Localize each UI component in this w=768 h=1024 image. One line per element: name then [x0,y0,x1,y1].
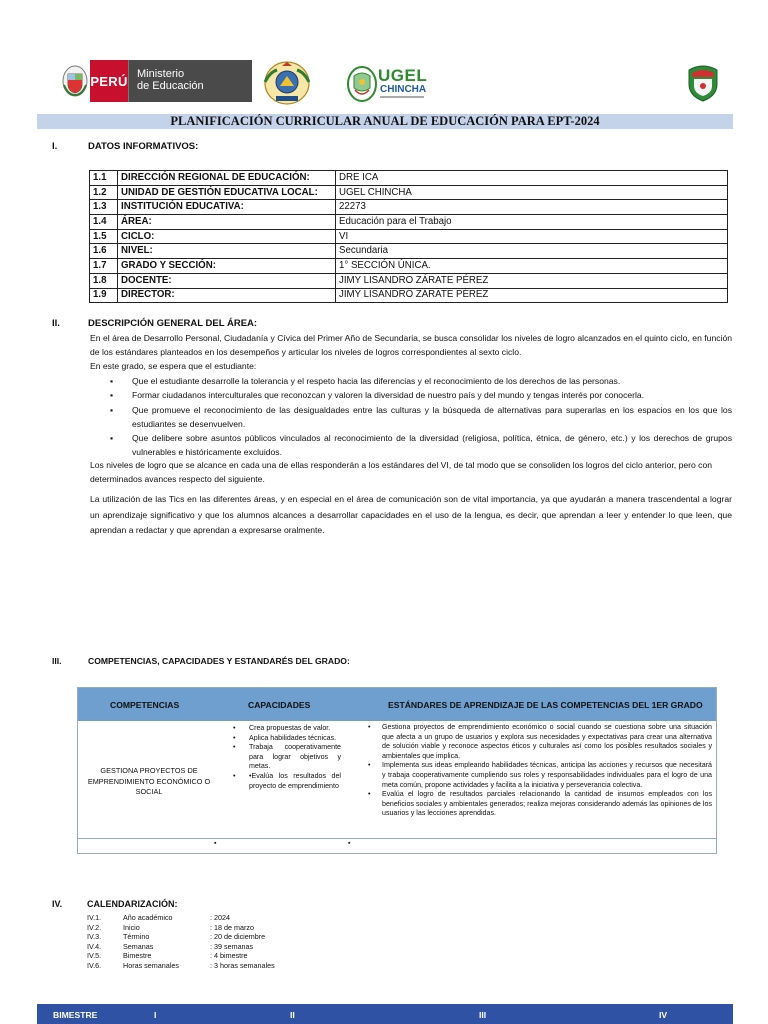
row-value: 1° SECCIÓN ÚNICA. [336,259,728,274]
list-item [368,790,712,819]
ugel-chincha-logo [346,64,428,104]
row-number: 1.4 [90,215,118,230]
table-divider [78,838,716,839]
table-row [90,229,728,244]
bullet-icon: ▪ [214,840,217,847]
section-3-number: III. [52,656,62,666]
list-item [233,734,341,744]
list-item [233,772,341,791]
bimestre-col-4: IV [659,1010,668,1020]
bullet-text: Formar ciudadanos interculturales que reconozcan y valoren la diversidad de nuestro país y del mundo y tengas interés por conocerla. [132,390,645,401]
calendarizacion-list [87,913,275,971]
descripcion-paragraph-2: En este grado, se espera que el estudiante: [90,361,257,371]
estandar-text: Implementa sus ideas empleando habilidades técnicas, anticipa las acciones y recursos que necesitará y trabaja cooperativamente cumpliendo sus roles y responsabilidades individuales para el logro de una meta común, propone actividades y facilita a la iniciativa y perseverancia colectiva. [382,761,712,789]
cal-label: Bimestre [123,951,152,961]
row-number: 1.5 [90,229,118,244]
bullet-text: Que delibere sobre asuntos públicos vinculados al reconocimiento de la diversidad (religiosa, política, étnica, de género, etc.) y los derechos de grupos vulnerables e históricamente excluidos. [132,433,732,458]
cal-value: : 3 horas semanales [210,960,275,970]
descripcion-paragraph-1: En el área de Desarrollo Personal, Ciudadanía y Cívica del Primer Año de Secundaria, se busca consolidar los niveles de logro alcanzados en el quinto ciclo, en función de los estándares planteados en los desempeños y articular los niveles de logros correspondientes al sexto ciclo. [90,333,732,357]
bimestre-col-2: II [290,1010,295,1020]
row-label: UNIDAD DE GESTIÓN EDUCATIVA LOCAL: [118,185,336,200]
capacidades-list [233,724,341,791]
list-item [110,431,732,460]
row-label: ÁREA: [118,215,336,230]
section-2-number: II. [52,318,60,329]
row-label: GRADO Y SECCIÓN: [118,259,336,274]
bimestre-label: BIMESTRE [53,1010,98,1020]
ministerio-line2: de Educación [137,80,204,92]
bullet-text: Que el estudiante desarrolle la tolerancia y el respeto hacia las diferencias y el reconocimiento de los derechos de las personas. [132,376,621,386]
document-title: PLANIFICACIÓN CURRICULAR ANUAL DE EDUCACIÓN PARA EPT-2024 [170,114,600,128]
section-1-number: I. [52,141,58,152]
descripcion-bullet-list [110,374,732,460]
cal-value: : 4 bimestre [210,951,248,961]
bullet-icon: ▪ [110,390,114,401]
list-item [87,942,275,952]
table-row [90,215,728,230]
bullet-icon: ▪ [110,376,114,386]
table-row [90,171,728,186]
ministerio-line1: Ministerio [137,68,185,80]
section-2-title: DESCRIPCIÓN GENERAL DEL ÁREA: [88,318,258,329]
cal-label: Horas semanales [123,960,179,970]
list-item [110,403,732,432]
cal-number: IV.3. [87,932,102,942]
peru-label: PERÚ [90,60,128,102]
bimestre-header-bar [37,1004,733,1024]
table-row [90,288,728,303]
competencias-table [77,687,717,854]
bullet-icon: • [233,733,236,742]
cal-value: : 39 semanas [210,941,254,951]
row-number: 1.2 [90,185,118,200]
row-value: UGEL CHINCHA [336,185,728,200]
list-item [87,961,275,971]
header-capacidades: CAPACIDADES [248,700,311,710]
competencia-name: GESTIONA PROYECTOS DE EMPRENDIMIENTO ECONÓMICO O SOCIAL [87,766,211,796]
capacidad-text: Aplica habilidades técnicas. [249,733,337,742]
estandares-list [368,723,712,819]
regional-emblem-icon [262,60,312,111]
capacidad-text: Crea propuestas de valor. [249,724,331,732]
bullet-icon: ▪ [110,404,114,415]
list-item [110,374,732,388]
row-number: 1.9 [90,288,118,303]
table-row [90,244,728,259]
ministerio-label [128,60,252,102]
row-value: DRE ICA [336,171,728,186]
cal-number: IV.6. [87,960,102,970]
peru-coat-of-arms-icon [60,60,90,102]
school-shield-icon [686,64,720,107]
competencias-table-header [78,688,716,721]
list-item [87,913,275,923]
section-4-number: IV. [52,899,63,909]
list-item [87,932,275,942]
capacidad-text: Trabaja cooperativamente para lograr objetivos y metas. [249,743,341,771]
cal-label: Término [123,932,150,942]
cal-value: : 2024 [210,913,230,922]
bullet-icon: • [233,724,236,732]
cal-number: IV.2. [87,922,102,932]
bullet-icon: • [233,743,236,752]
row-number: 1.8 [90,273,118,288]
list-item [110,388,732,402]
estandar-text: Evalúa el logro de resultados parciales relacionando la cantidad de insumos empleados con los beneficios sociales y ambientales generados; realiza mejoras considerando además las opiniones de los usuarios y las lecciones aprendidas. [382,790,712,818]
table-row [90,185,728,200]
row-label: CICLO: [118,229,336,244]
ugel-sub: CHINCHA [380,84,427,95]
cal-number: IV.1. [87,913,102,922]
bullet-icon: • [233,771,236,780]
bullet-icon: • [368,761,371,770]
row-number: 1.7 [90,259,118,274]
estandar-text: Gestiona proyectos de emprendimiento económico o social cuando se cuestiona sobre una situación que afecta a un grupo de usuarios y explora sus necesidades y expectativas para crear una alternativa de solución viable y reconoce aspectos éticos y culturales así como los posibles resultados sociales y ambientales que implica. [382,723,712,760]
ugel-name: UGEL [378,66,428,85]
list-item [233,724,341,734]
row-label: NIVEL: [118,244,336,259]
row-number: 1.6 [90,244,118,259]
descripcion-paragraph-4: La utilización de las Tics en las diferentes áreas, y en especial en el área de comunicación son de vital importancia, ya que ayudarán a manera trascendental a lograr un aprendizaje significativo y que los alumnos alcances a desarrollar capacidades en el uso de la lengua, es decir, que aprendan a leer y entender lo que leen, que aprendan a redactar y que aprendan a expresarse oralmente. [90,494,732,535]
list-item [87,951,275,961]
header-competencias: COMPETENCIAS [110,700,180,710]
row-value: JIMY LISANDRO ZÁRATE PÉREZ [336,288,728,303]
row-number: 1.3 [90,200,118,215]
capacidad-text: •Evalúa los resultados del proyecto de emprendimiento [249,771,341,790]
row-label: DIRECTOR: [118,288,336,303]
cal-number: IV.4. [87,941,102,951]
section-4-title: CALENDARIZACIÓN: [87,899,178,909]
list-item [87,923,275,933]
descripcion-paragraph-3: Los niveles de logro que se alcance en cada una de ellas responderán a los estándares del VI, de tal modo que se consoliden los logros del ciclo anterior, pero con determinados avances respecto del siguiente. [90,460,713,484]
list-item [233,743,341,772]
list-item [368,761,712,790]
row-label: DOCENTE: [118,273,336,288]
section-3-title: COMPETENCIAS, CAPACIDADES Y ESTANDARÉS DEL GRADO: [88,656,350,666]
section-1-title: DATOS INFORMATIVOS: [88,141,199,152]
cal-label: Inicio [123,922,140,932]
header-estandares: ESTÁNDARES DE APRENDIZAJE DE LAS COMPETENCIAS DEL 1ER GRADO [388,700,703,710]
datos-informativos-table [89,170,728,303]
bullet-icon: • [368,723,371,731]
bullet-icon: • [368,790,371,799]
row-number: 1.1 [90,171,118,186]
row-value: Secundaria [336,244,728,259]
row-value: VI [336,229,728,244]
row-value: JIMY LISANDRO ZÁRATE PÉREZ [336,273,728,288]
bimestre-col-3: III [479,1010,487,1020]
ministerio-educacion-logo [60,60,252,102]
bullet-text: Que promueve el reconocimiento de las desigualdades entre las culturas y la búsqueda de alternativas para superarlas en los espacios en los que los estudiantes se desenvuelven. [132,404,732,429]
table-row [90,259,728,274]
table-row [90,200,728,215]
bimestre-col-1: I [154,1010,157,1020]
cal-label: Semanas [123,941,154,951]
cal-value: : 18 de marzo [210,922,254,932]
ugel-emblem-icon [346,64,378,104]
table-row [90,273,728,288]
cal-label: Año académico [123,913,173,922]
bullet-icon: ▪ [110,433,114,444]
cal-number: IV.5. [87,951,102,961]
row-label: DIRECCIÓN REGIONAL DE EDUCACIÓN: [118,171,336,186]
list-item [368,723,712,761]
row-value: Educación para el Trabajo [336,215,728,230]
ugel-tagline-decoration [380,96,424,98]
row-value: 22273 [336,200,728,215]
row-label: INSTITUCIÓN EDUCATIVA: [118,200,336,215]
bullet-icon: ▪ [348,840,351,847]
cal-value: : 20 de diciembre [210,932,266,942]
